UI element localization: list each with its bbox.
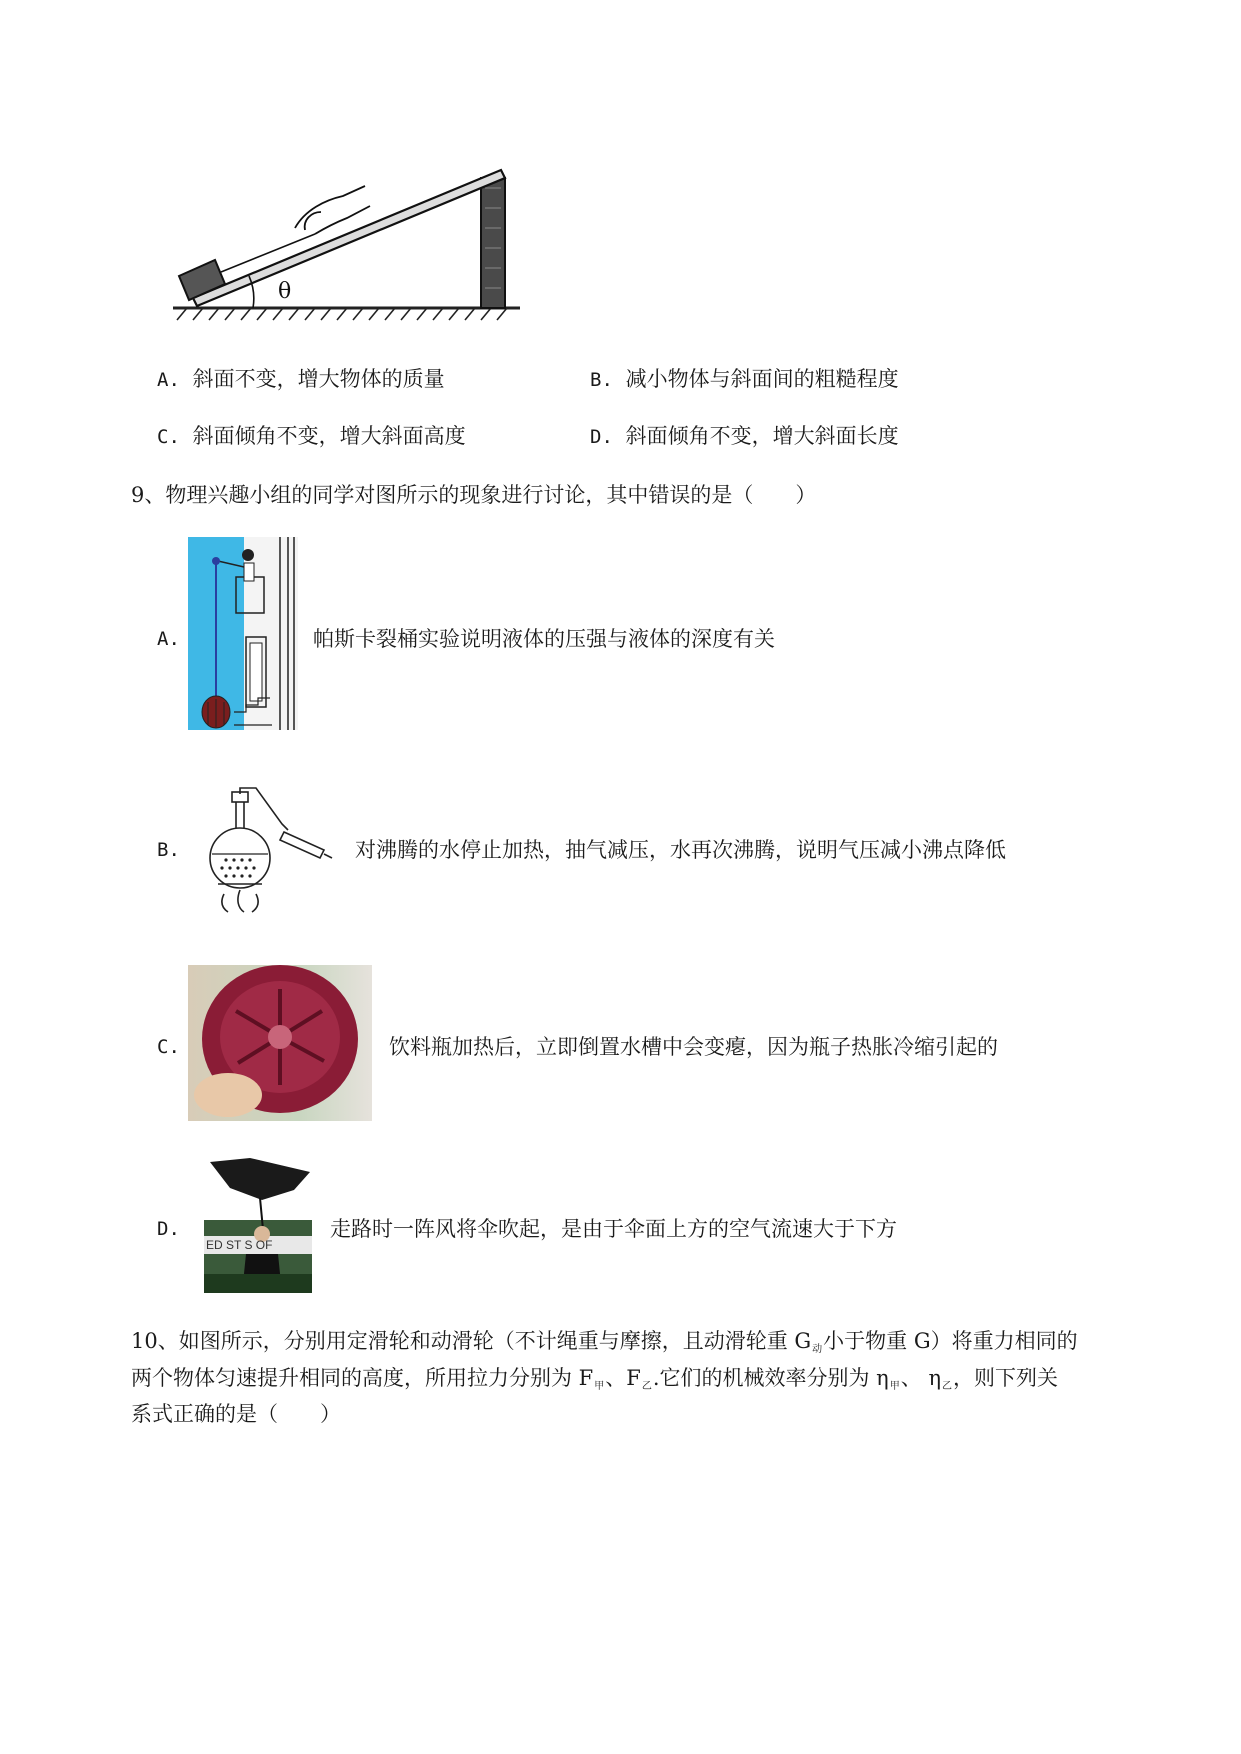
umbrella-photo: [190, 1158, 312, 1293]
q8-option-a[interactable]: [157, 365, 445, 394]
subscript: 甲: [889, 1381, 900, 1392]
q9-option-a-text: 帕斯卡裂桶实验说明液体的压强与液体的深度有关: [313, 627, 775, 651]
q10-line-2-a: 两个物体匀速提升相同的高度，所用拉力分别为 F: [131, 1366, 594, 1390]
q9-option-a-letter[interactable]: A.: [157, 628, 180, 650]
option-text: 斜面倾角不变，增大斜面长度: [625, 424, 899, 448]
subscript: 动: [812, 1344, 823, 1355]
incline-figure: [165, 148, 530, 328]
q9-option-b-letter[interactable]: B.: [157, 839, 180, 861]
q10-line-2-e: ，则下列关: [953, 1366, 1059, 1390]
q9-stem: 9、物理兴趣小组的同学对图所示的现象进行讨论，其中错误的是（ ）: [131, 483, 817, 507]
theta-label: θ: [278, 279, 292, 304]
q9-option-d-letter[interactable]: D.: [157, 1218, 180, 1240]
q10-line-2-b: 、F: [605, 1366, 641, 1390]
pascal-barrel-drawing: [188, 537, 298, 730]
q10-line-2-d: 、 η: [900, 1366, 942, 1390]
umbrella-banner-text: ED ST S OF: [206, 1238, 273, 1252]
option-text: 斜面不变，增大物体的质量: [192, 367, 445, 391]
q9-option-d-text: 走路时一阵风将伞吹起，是由于伞面上方的空气流速大于下方: [330, 1217, 897, 1241]
option-text: 减小物体与斜面间的粗糙程度: [625, 367, 899, 391]
incline-diagram: [165, 148, 530, 328]
bottle-photo: [188, 965, 372, 1121]
q10-line-2-c: .它们的机械效率分别为 η: [652, 1366, 889, 1390]
bottle-bottom-drawing: [188, 965, 372, 1121]
q9-option-c-letter[interactable]: C.: [157, 1036, 180, 1058]
option-letter: B.: [590, 369, 613, 391]
pascal-barrel-illustration: [188, 537, 298, 730]
umbrella-drawing: [190, 1158, 312, 1293]
q10-line-1: [131, 1327, 1078, 1364]
option-letter: A.: [157, 369, 180, 391]
flask-syringe-drawing: [204, 784, 336, 916]
q8-option-c[interactable]: [157, 422, 466, 451]
q10-line-2: [131, 1364, 1058, 1401]
q8-option-d[interactable]: [590, 422, 899, 451]
subscript: 乙: [942, 1381, 953, 1392]
q10-line-1-b: 小于物重 G）将重力相同的: [823, 1329, 1078, 1353]
q9-option-b-text: 对沸腾的水停止加热，抽气减压，水再次沸腾，说明气压减小沸点降低: [355, 838, 1006, 862]
subscript: 乙: [641, 1381, 652, 1392]
option-letter: D.: [590, 426, 613, 448]
q10-line-1-a: 10、如图所示，分别用定滑轮和动滑轮（不计绳重与摩擦，且动滑轮重 G: [131, 1329, 812, 1353]
flask-syringe-illustration: [204, 784, 336, 916]
subscript: 甲: [594, 1381, 605, 1392]
q9-option-c-text: 饮料瓶加热后，立即倒置水槽中会变瘪，因为瓶子热胀冷缩引起的: [389, 1035, 998, 1059]
option-letter: C.: [157, 426, 180, 448]
q8-option-b[interactable]: [590, 365, 899, 394]
q10-line-3: 系式正确的是（ ）: [131, 1402, 341, 1426]
option-text: 斜面倾角不变，增大斜面高度: [192, 424, 466, 448]
